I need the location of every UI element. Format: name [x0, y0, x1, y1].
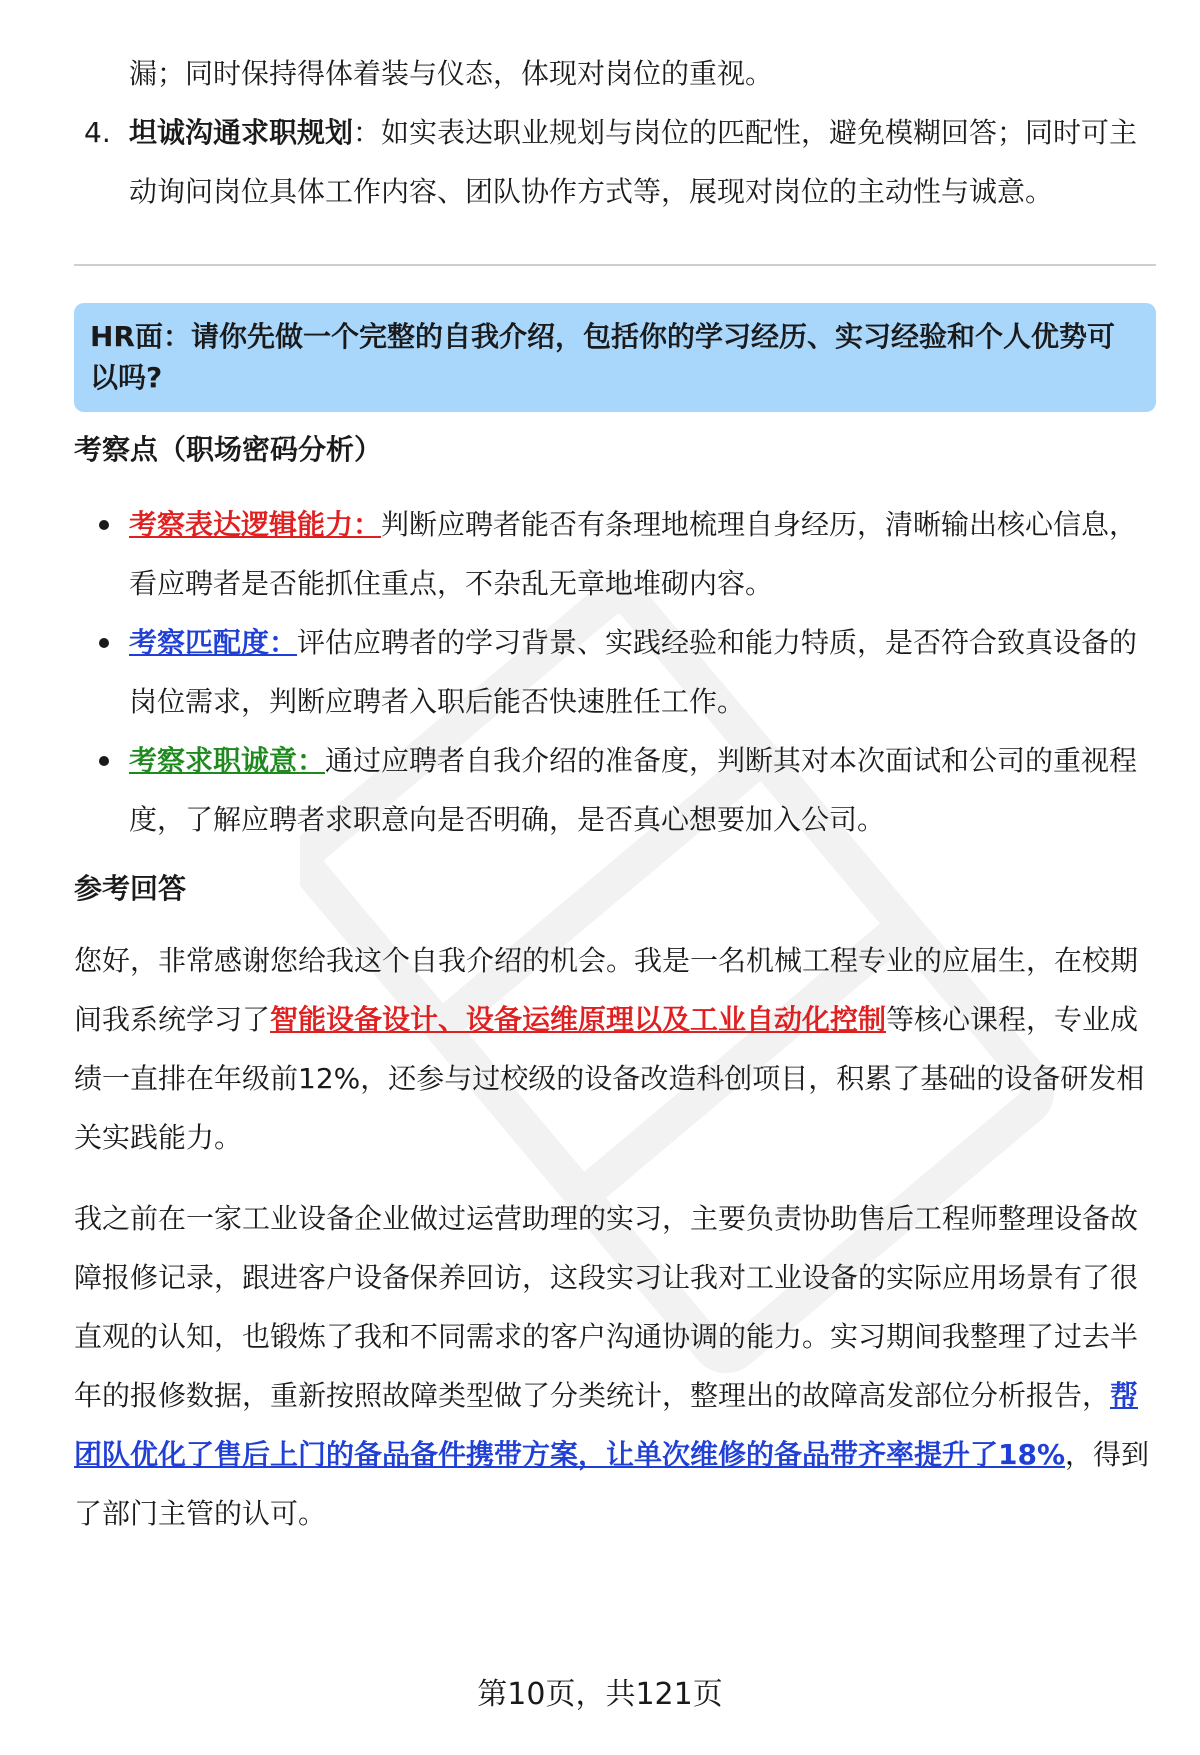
numbered-item-4: [74, 103, 1156, 221]
answer-paragraph-2: [74, 1189, 1156, 1543]
analysis-text: 通过应聘者自我介绍的准备度，判断其对本次面试和公司的重视程度，了解应聘者求职意向是否明确，是否真心想要加入公司。: [129, 744, 1138, 836]
question-box: [74, 303, 1156, 412]
highlight-achievement: 帮团队优化了售后上门的备品备件携带方案，让单次维修的备品带齐率提升了18%: [74, 1379, 1139, 1471]
item-number: 4.: [84, 116, 111, 149]
question-text: HR面：请你先做一个完整的自我介绍，包括你的学习经历、实习经验和个人优势可以吗?: [90, 320, 1115, 394]
highlight-courses: 智能设备设计、设备运维原理以及工业自动化控制: [270, 1003, 887, 1036]
continued-text: 漏；同时保持得体着装与仪态，体现对岗位的重视。: [129, 57, 774, 90]
bullet-icon: [99, 638, 109, 648]
document-content: [74, 0, 1156, 1543]
analysis-item-sincerity: [74, 731, 1156, 849]
analysis-label: 考察表达逻辑能力：: [129, 508, 382, 541]
list-item-continuation: [74, 44, 1156, 103]
page-number: 第10页，共121页: [477, 1677, 723, 1712]
paragraph-text: ，得到了部门主管的认可。: [74, 1438, 1150, 1530]
analysis-item-fit: [74, 613, 1156, 731]
analysis-text: 判断应聘者能否有条理地梳理自身经历，清晰输出核心信息，看应聘者是否能抓住重点，不杂乱无章地堆砌内容。: [129, 508, 1138, 600]
answer-heading: 参考回答: [74, 872, 187, 905]
analysis-label: 考察求职诚意：: [129, 744, 326, 777]
bullet-icon: [99, 756, 109, 766]
bullet-icon: [99, 520, 109, 530]
analysis-label: 考察匹配度：: [129, 626, 298, 659]
answer-paragraph-1: [74, 931, 1156, 1167]
paragraph-text: 您好，非常感谢您给我这个自我介绍的机会。我是一名机械工程专业的应届生，在校期间我系统学习了: [74, 944, 1139, 1036]
item-title: 坦诚沟通求职规划: [129, 116, 354, 149]
paragraph-text: 我之前在一家工业设备企业做过运营助理的实习，主要负责协助售后工程师整理设备故障报修记录，跟进客户设备保养回访，这段实习让我对工业设备的实际应用场景有了很直观的认知，也锻炼了我和不同需求的客户沟通协调的能力。实习期间我整理了过去半年的报修数据，重新按照故障类型做了分类统计，整理出的故障高发部位分析报告，: [74, 1202, 1139, 1412]
analysis-item-logic: [74, 495, 1156, 613]
page-footer: [0, 1675, 1200, 1715]
analysis-heading: 考察点（职场密码分析）: [74, 433, 383, 466]
paragraph-text: 等核心课程，专业成绩一直排在年级前12%，还参与过校级的设备改造科创项目，积累了基础的设备研发相关实践能力。: [74, 1003, 1145, 1154]
item-text: ：如实表达职业规划与岗位的匹配性，避免模糊回答；同时可主动询问岗位具体工作内容、团队协作方式等，展现对岗位的主动性与诚意。: [129, 116, 1138, 208]
analysis-text: 评估应聘者的学习背景、实践经验和能力特质，是否符合致真设备的岗位需求，判断应聘者入职后能否快速胜任工作。: [129, 626, 1138, 718]
